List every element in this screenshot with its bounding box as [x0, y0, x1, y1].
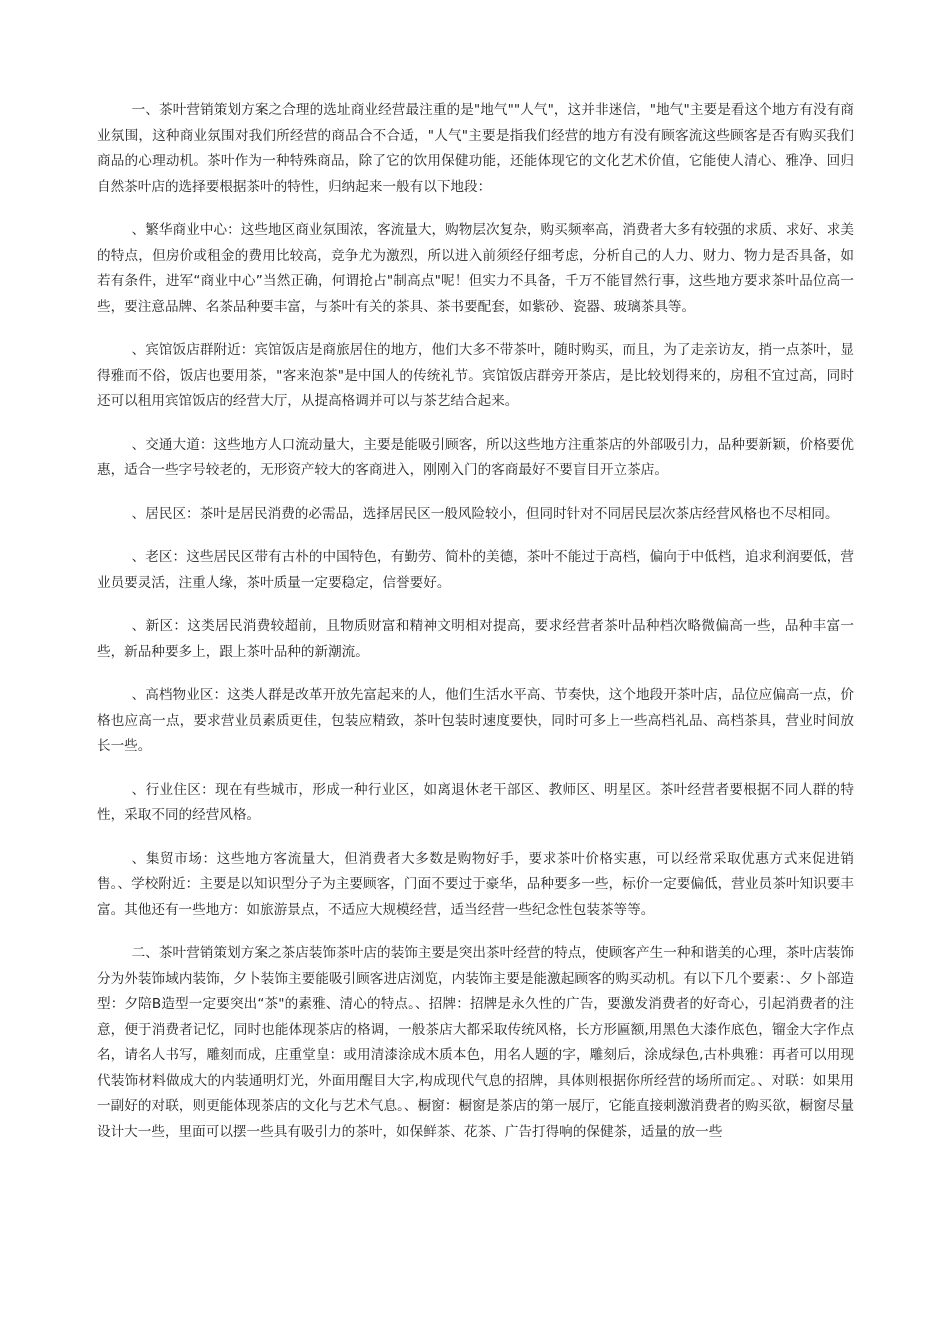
paragraph-hotel-area: 、宾馆饭店群附近：宾馆饭店是商旅居住的地方，他们大多不带茶叶，随时购买，而且，为了走亲访友，捎一点茶叶，显得雅而不俗，饭店也要用茶，"客来泡茶"是中国人的传统礼节。宾馆饭店群旁开茶店，是比较划得来的，房租不宜过高，同时还可以租用宾馆饭店的经营大厅，从提高格调并可以与茶艺结合起来。	[97, 342, 854, 409]
paragraph-market-school: 、集贸市场：这些地方客流量大，但消费者大多数是购物好手，要求茶叶价格实惠，可以经常采取优惠方式来促进销售。、学校附近：主要是以知识型分子为主要顾客，门面不要过于豪华，品种要多一些，标价一定要偏低，营业员茶叶知识要丰富。其他还有一些地方：如旅游景点，不适应大规模经营，适当经营一些纪念性包装茶等等。	[97, 850, 854, 918]
paragraph-old-district: 、老区：这些居民区带有古朴的中国特色，有勤劳、简朴的美德，茶叶不能过于高档，偏向于中低档，追求利润要低，营业员要灵活，注重人缘，茶叶质量一定要稳定，信誉要好。	[97, 549, 854, 591]
paragraph-site-selection: 一、茶叶营销策划方案之合理的选址商业经营最注重的是"地气""人气"，这并非迷信，"地气"主要是看这个地方有没有商业氛围，这种商业氛围对我们所经营的商品合不合适，"人气"主要是指我们经营的地方有没有顾客流这些顾客是否有购买我们商品的心理动机。茶叶作为一种特殊商品，除了它的饮用保健功能，还能体现它的文化艺术价值，它能使人清心、雅净、回归自然茶叶店的选择要根据茶叶的特性，归纳起来一般有以下地段：	[97, 102, 854, 195]
paragraph-industry-residence: 、行业住区：现在有些城市，形成一种行业区，如离退休老干部区、教师区、明星区。茶叶经营者要根据不同人群的特性，采取不同的经营风格。	[97, 781, 854, 823]
paragraph-commercial-center: 、繁华商业中心：这些地区商业氛围浓，客流量大，购物层次复杂，购买频率高，消费者大多有较强的求质、求好、求美的特点，但房价或租金的费用比较高，竞争尤为激烈，所以进入前须经仔细考虑，分析自己的人力、财力、物力是否具备，如若有条件，进军“商业中心”当然正确，何谓抢占"制高点"呢！但实力不具备，千万不能冒然行事，这些地方要求茶叶品位高一些，要注意品牌、名茶品种要丰富，与茶叶有关的茶具、茶书要配套，如紫砂、瓷器、玻璃茶具等。	[97, 222, 854, 315]
paragraph-traffic-road: 、交通大道：这些地方人口流动量大，主要是能吸引顾客，所以这些地方注重茶店的外部吸引力，品种要新颖，价格要优惠，适合一些字号较老的，无形资产较大的客商进入，刚刚入门的客商最好不要盲目开立茶店。	[97, 436, 854, 478]
paragraph-store-decoration: 二、茶叶营销策划方案之茶店装饰茶叶店的装饰主要是突出茶叶经营的特点，使顾客产生一种和谐美的心理，茶叶店装饰分为外装饰域内装饰，夕卜装饰主要能吸引顾客进店浏览，内装饰主要是能激起顾客的购买动机。有以下几个要素：、夕卜部造型：夕陪B造型一定要突出“茶"的素雅、清心的特点。、招牌：招牌是永久性的广告，要激发消费者的好奇心，引起消费者的注意，便于消费者记忆，同时也能体现茶店的格调，一般茶店大都采取传统风格，长方形匾额,用黑色大漆作底色，镏金大字作点名，请名人书写，雕刻而成，庄重堂皇：或用清漆涂成木质本色，用名人题的字，雕刻后，涂成绿色,古朴典雅：再者可以用现代装饰材料做成大的内装通明灯光，外面用醒目大字,构成现代气息的招牌，具体则根据你所经营的场所而定。、对联：如果用一副好的对联，则更能体现茶店的文化与艺术气息。、橱窗：橱窗是茶店的第一展厅，它能直接刺激消费者的购买欲，橱窗尽量设计大一些，里面可以摆一些具有吸引力的茶叶，如保鲜茶、花茶、广告打得响的保健茶，适量的放一些	[97, 945, 854, 1140]
paragraph-new-district: 、新区：这类居民消费较超前，且物质财富和精神文明相对提高，要求经营者茶叶品种档次略微偏高一些，品种丰富一些，新品种要多上，跟上茶叶品种的新潮流。	[97, 618, 854, 660]
document-body	[97, 98, 854, 1163]
paragraph-high-end-property: 、高档物业区：这类人群是改革开放先富起来的人，他们生活水平高、节奏快，这个地段开茶叶店，品位应偏高一点，价格也应高一点，要求营业员素质更佳，包装应精致，茶叶包装时速度要快，同时可多上一些高档礼品、高档茶具，营业时间放长一些。	[97, 687, 854, 754]
paragraph-residential-area: 、居民区：茶叶是居民消费的必需品，选择居民区一般风险较小，但同时针对不同居民层次茶店经营风格也不尽相同。	[131, 505, 839, 522]
